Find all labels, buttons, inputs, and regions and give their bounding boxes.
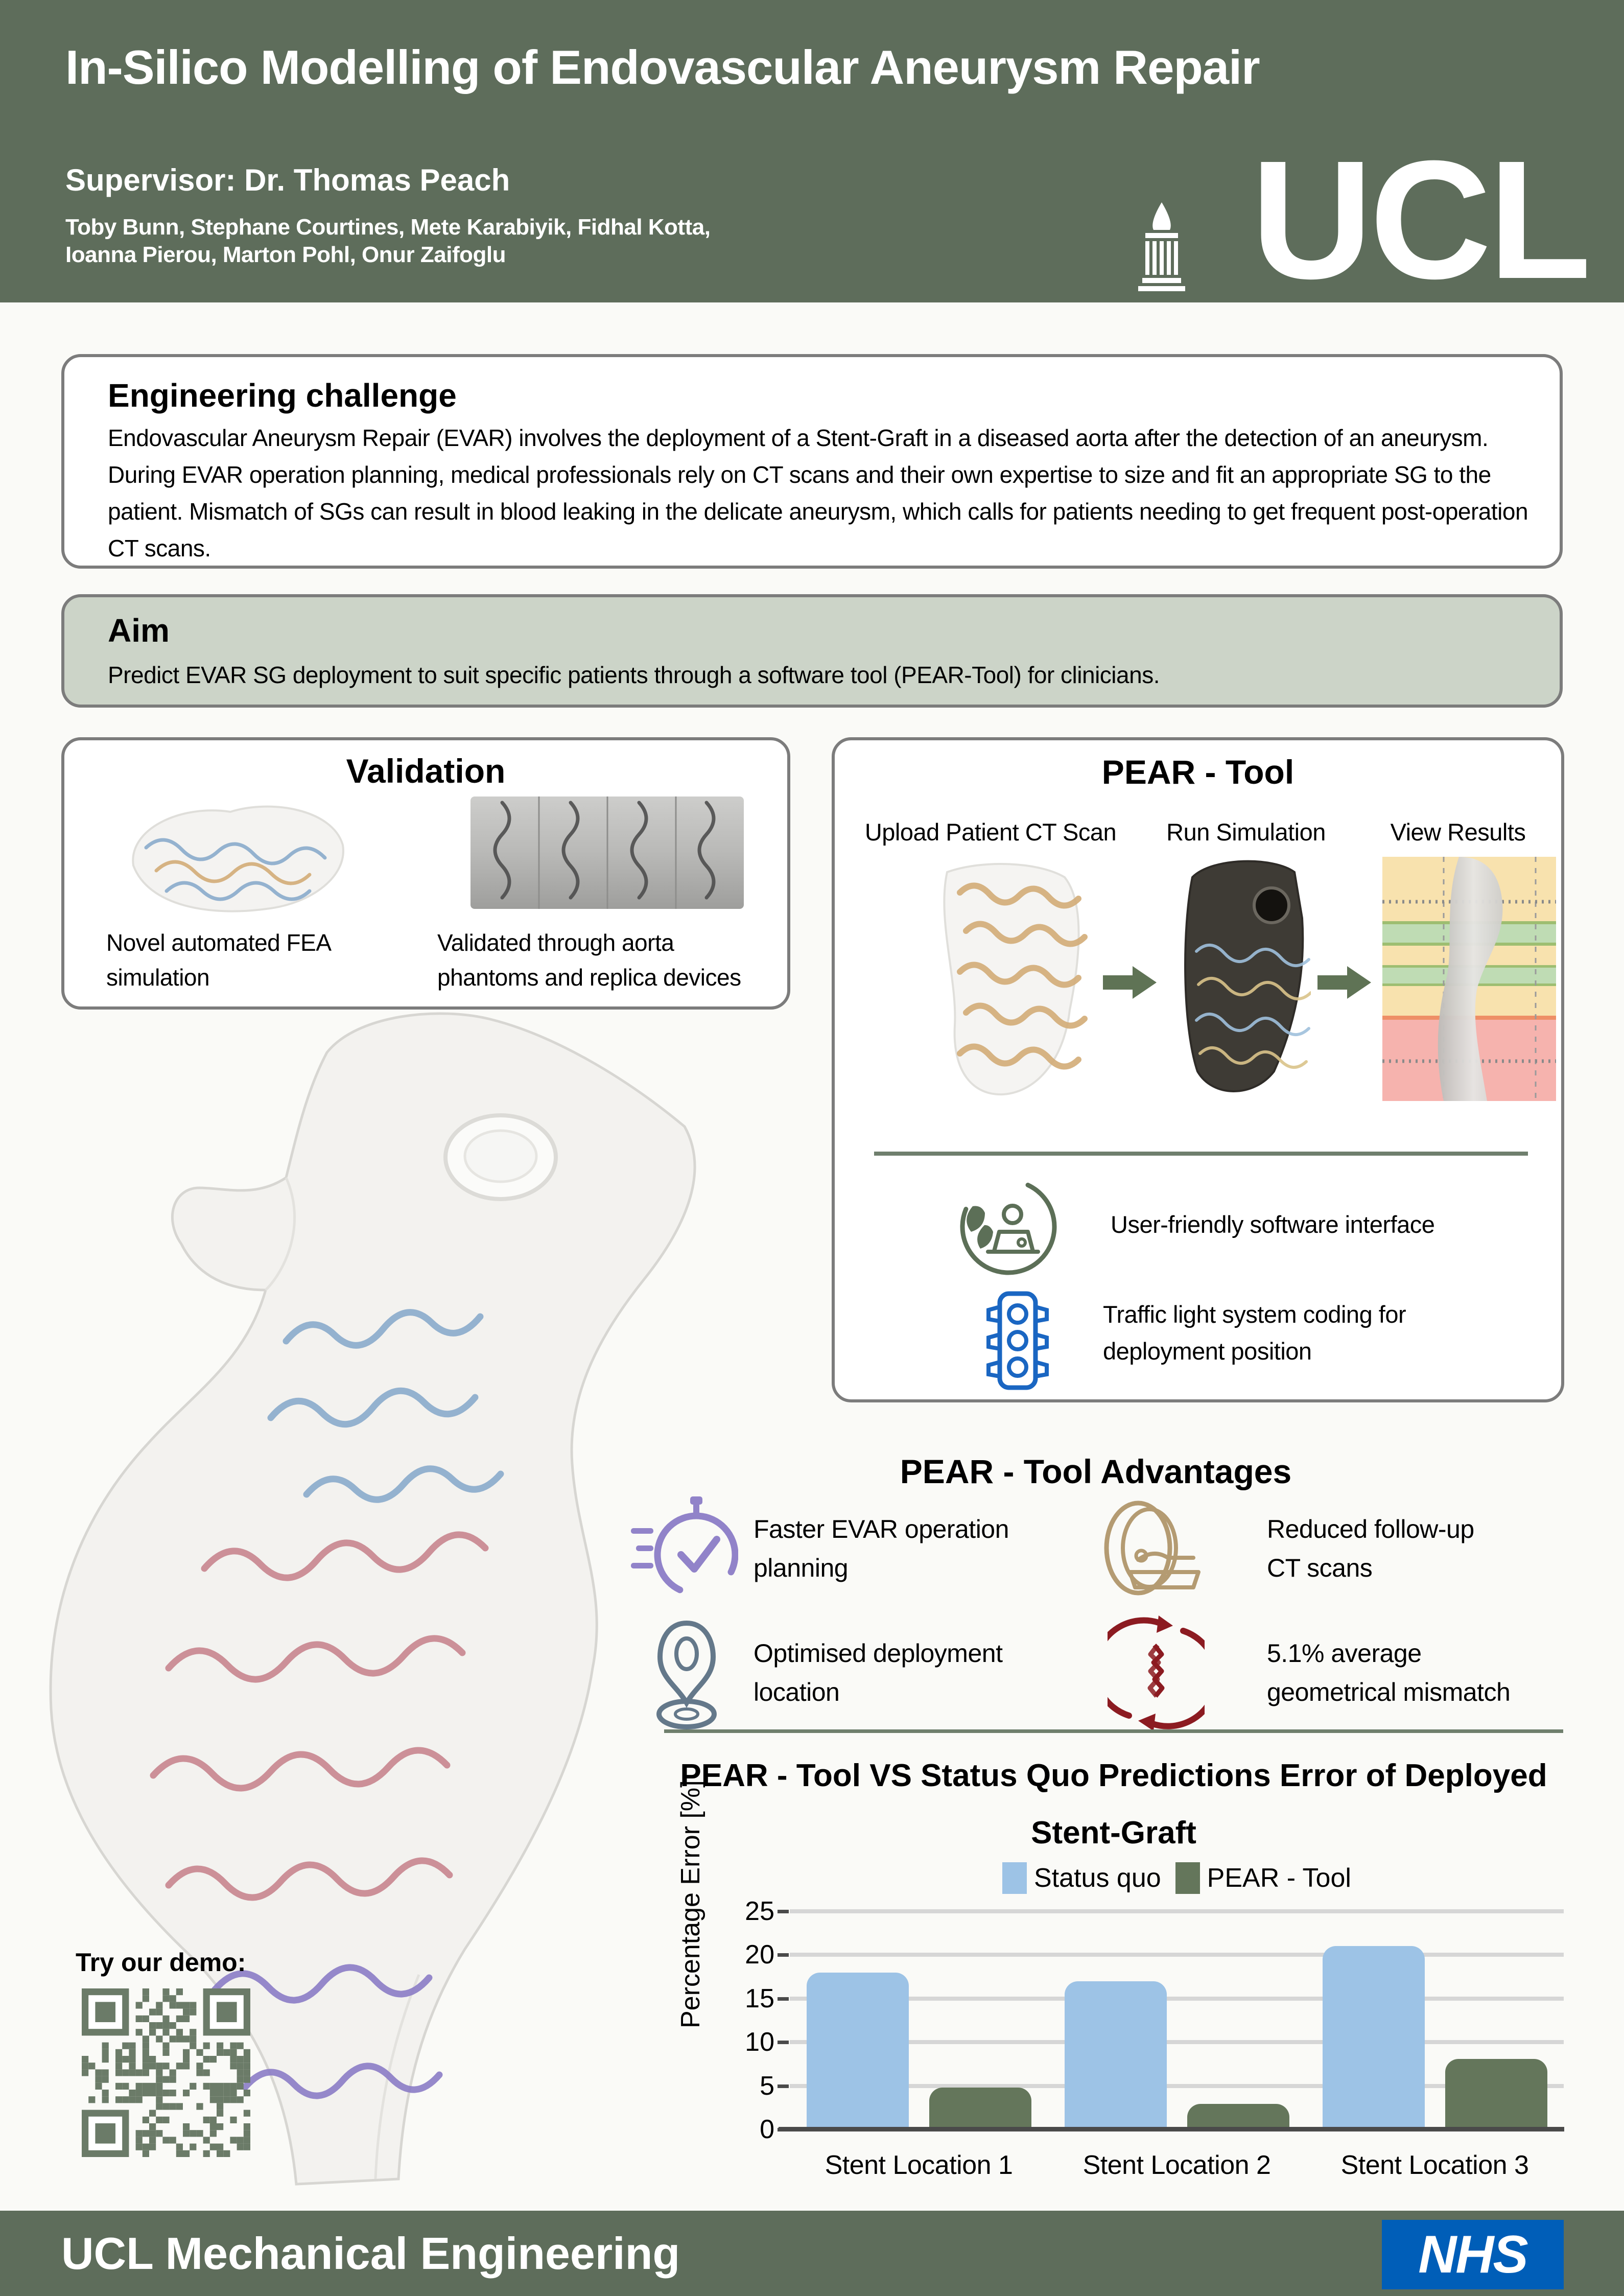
chart-divider	[664, 1729, 1563, 1733]
y-tickmark-5	[778, 2084, 789, 2088]
eco-laptop-icon	[957, 1176, 1060, 1278]
aim-card	[61, 594, 1563, 708]
gridline-10	[790, 2040, 1564, 2044]
y-tick-5: 5	[760, 2071, 774, 2101]
advantage-text-location: Optimised deployment location	[754, 1639, 1003, 1706]
bar-pear---tool-1	[929, 2088, 1031, 2129]
step-image-ct-scan	[916, 857, 1095, 1101]
chart-legend	[790, 1862, 1564, 1894]
legend-swatch-pear-tool	[1175, 1862, 1200, 1894]
ucl-portico-icon	[1131, 199, 1192, 301]
pear-divider	[874, 1152, 1528, 1156]
arrow-right-icon	[1317, 966, 1371, 999]
ct-scanner-icon	[1098, 1500, 1216, 1602]
gridline-20	[790, 1953, 1564, 1957]
x-label-3: Stent Location 3	[1340, 2150, 1529, 2180]
location-pin-icon	[645, 1617, 729, 1732]
challenge-heading: Engineering challenge	[108, 377, 457, 414]
demo-label: Try our demo:	[76, 1948, 246, 1977]
pear-tool-card	[832, 737, 1564, 1402]
legend-item-pear-tool	[1175, 1862, 1351, 1894]
x-label-1: Stent Location 1	[825, 2150, 1013, 2180]
legend-item-status-quo	[1002, 1862, 1161, 1894]
step-image-results	[1382, 857, 1556, 1101]
step-image-simulation	[1172, 857, 1311, 1101]
validation-image-phantom	[470, 796, 744, 909]
step-label-simulate: Run Simulation	[1166, 818, 1326, 846]
feature-text-interface: User-friendly software interface	[1111, 1211, 1435, 1238]
step-label-upload: Upload Patient CT Scan	[864, 818, 1117, 846]
legend-label-pear-tool: PEAR - Tool	[1207, 1863, 1351, 1893]
challenge-body: Endovascular Aneurysm Repair (EVAR) involves the deployment of a Stent-Graft in a diseased aorta after the detection of an aneurysm. During EVAR operation planning, medical professionals rely on CT scans and their own expertise to size and fit an appropriate SG to the patient. Mismatch of SGs can result in blood leaking in the delicate aneurysm, which calls for patients needing to get frequent post-operation CT scans.	[108, 425, 1528, 561]
x-axis-line	[779, 2127, 1564, 2131]
step-label-results: View Results	[1390, 818, 1526, 846]
chart-title: PEAR - Tool VS Status Quo Predictions Error of Deployed Stent-Graft	[680, 1758, 1547, 1850]
x-label-2: Stent Location 2	[1082, 2150, 1271, 2180]
bar-pear---tool-2	[1187, 2104, 1289, 2129]
feature-text-traffic: Traffic light system coding for deployment position	[1103, 1301, 1406, 1365]
supervisor-line: Supervisor: Dr. Thomas Peach	[65, 163, 510, 197]
stopwatch-icon	[631, 1494, 738, 1602]
validation-image-fea	[118, 789, 356, 924]
bar-status-quo-2	[1065, 1981, 1167, 2129]
ucl-logo	[1128, 125, 1588, 314]
traffic-light-icon	[980, 1290, 1055, 1392]
y-axis-label: Percentage Error [%]	[676, 1780, 705, 2028]
legend-label-status-quo: Status quo	[1034, 1863, 1161, 1893]
gridline-5	[790, 2084, 1564, 2088]
poster-footer	[0, 2211, 1624, 2296]
advantage-text-ct: Reduced follow-up CT scans	[1267, 1515, 1474, 1582]
y-tickmark-20	[778, 1953, 789, 1957]
y-tick-20: 20	[745, 1940, 774, 1970]
y-tick-25: 25	[745, 1896, 774, 1926]
y-tick-10: 10	[745, 2027, 774, 2057]
bar-status-quo-3	[1323, 1946, 1425, 2129]
ucl-logo-letters: UCL	[1251, 125, 1588, 314]
advantage-text-mismatch: 5.1% average geometrical mismatch	[1267, 1639, 1511, 1706]
poster-header	[0, 0, 1624, 314]
gridline-15	[790, 1997, 1564, 2001]
bar-pear---tool-3	[1445, 2059, 1547, 2129]
aim-heading: Aim	[108, 612, 170, 649]
y-tickmark-25	[778, 1910, 789, 1913]
y-tick-0: 0	[760, 2115, 774, 2144]
authors-line-2: Ioanna Pierou, Marton Pohl, Onur Zaifoglu	[65, 242, 506, 267]
legend-swatch-status-quo	[1002, 1862, 1027, 1894]
nhs-logo	[1382, 2220, 1564, 2289]
challenge-card	[61, 354, 1563, 569]
sync-arrows-icon	[1108, 1613, 1205, 1733]
qr-code	[82, 1988, 250, 2157]
y-tick-15: 15	[745, 1983, 774, 2013]
footer-department: UCL Mechanical Engineering	[61, 2228, 680, 2279]
validation-caption-right: Validated through aorta phantoms and replica devices	[437, 929, 741, 991]
advantages-heading: PEAR - Tool Advantages	[900, 1452, 1292, 1490]
aim-body: Predict EVAR SG deployment to suit specific patients through a software tool (PEAR-Tool) for clinicians.	[108, 662, 1160, 688]
pear-tool-heading: PEAR - Tool	[1101, 753, 1295, 791]
y-tickmark-10	[778, 2041, 789, 2044]
bar-status-quo-1	[807, 1973, 909, 2129]
y-tickmark-15	[778, 1997, 789, 2001]
nhs-logo-text: NHS	[1418, 2224, 1527, 2284]
validation-card	[61, 737, 790, 1010]
arrow-right-icon	[1103, 966, 1157, 999]
authors-line-1: Toby Bunn, Stephane Courtines, Mete Karabiyik, Fidhal Kotta,	[65, 215, 711, 240]
validation-heading: Validation	[346, 752, 506, 790]
advantage-text-speed: Faster EVAR operation planning	[754, 1515, 1009, 1582]
poster-title: In-Silico Modelling of Endovascular Aneurysm Repair	[65, 40, 1260, 94]
gridline-25	[790, 1909, 1564, 1913]
validation-caption-left: Novel automated FEA simulation	[106, 929, 330, 991]
